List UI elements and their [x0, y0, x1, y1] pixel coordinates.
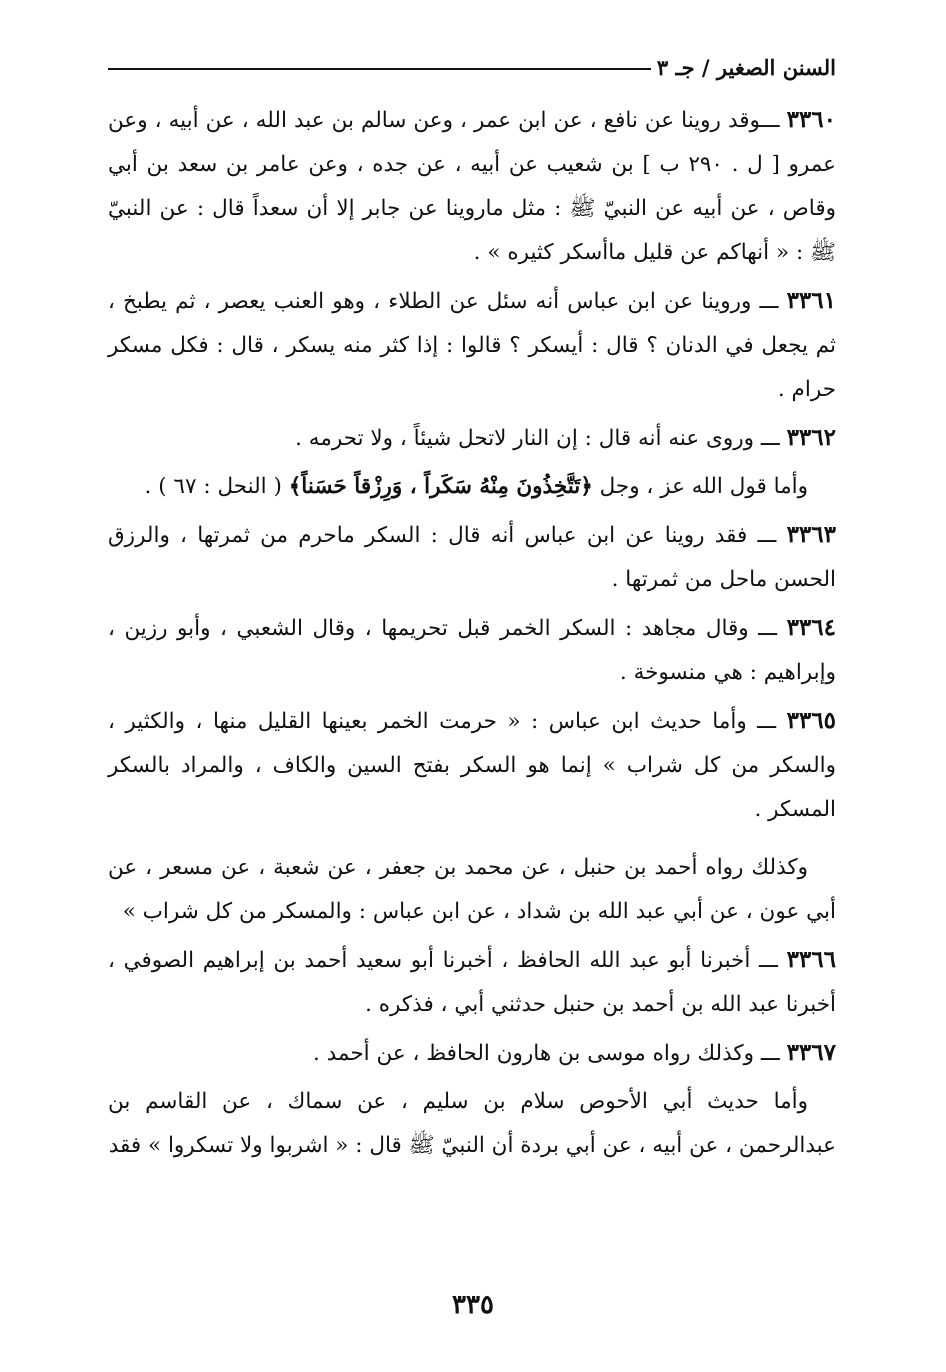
page-body	[108, 98, 836, 1172]
hadith-number: ٣٣٦٠	[786, 106, 836, 133]
paragraph-3362	[108, 416, 836, 461]
page-number: ٣٣٥	[452, 1290, 494, 1320]
hadith-number: ٣٣٦٦	[786, 946, 836, 973]
paragraph-text: ـــوقد روينا عن نافع ، عن ابن عمر ، وعن سالم بن عبد الله ، عن أبيه ، وعن عمرو [ ل . ٢٩٠ ب ] بن شعيب عن أبيه ، عن جده ، وعن عامر بن سعد بن أبي وقاص ، عن أبيه عن النبيّ ﷺ : مثل ماروينا عن جابر إلا أن سعداً قال : عن النبيّ ﷺ : « أنهاكم عن قليل ماأسكر كثيره » .	[108, 108, 837, 265]
hadith-number: ٣٣٦١	[786, 287, 836, 314]
paragraph-3366	[108, 938, 836, 1027]
hadith-number: ٣٣٦٧	[786, 1039, 836, 1066]
paragraph-quran-verse	[108, 465, 836, 509]
hadith-number: ٣٣٦٢	[786, 424, 836, 451]
paragraph-3367	[108, 1031, 836, 1076]
paragraph-3360	[108, 98, 836, 275]
header-title: السنن الصغير / جـ ٣	[656, 55, 836, 80]
hadith-number: ٣٣٦٣	[786, 521, 836, 548]
paragraph-text: وأما قول الله عز ، وجل	[599, 474, 808, 499]
hadith-number: ٣٣٦٥	[786, 707, 836, 734]
paragraph-abu-al-ahwas	[108, 1080, 836, 1168]
paragraph-3364	[108, 606, 836, 695]
paragraph-text: ـــ وروينا عن ابن عباس أنه سئل عن الطلاء ، وهو العنب يعصر ، ثم يطبخ ، ثم يجعل في الدنان ؟ قال : أيسكر ؟ قالوا : إذا كثر منه يسكر ، قال : فكل مسكر حرام .	[108, 289, 836, 402]
paragraph-text: ـــ وأما حديث ابن عباس : « حرمت الخمر بعينها القليل منها ، والكثير ، والسكر من كل شراب » إنما هو السكر بفتح السين والكاف ، والمراد بالسكر المسكر .	[108, 709, 836, 822]
paragraph-3365	[108, 699, 836, 832]
paragraph-text: وكذلك رواه أحمد بن حنبل ، عن محمد بن جعفر ، عن شعبة ، عن مسعر ، عن أبي عون ، عن أبي عبد الله بن شداد ، عن ابن عباس : والمسكر من كل شراب »	[108, 855, 836, 924]
paragraph-text: ـــ أخبرنا أبو عبد الله الحافظ ، أخبرنا أبو سعيد أحمد بن إبراهيم الصوفي ، أخبرنا عبد الله بن أحمد بن حنبل حدثني أبي ، فذكره .	[108, 948, 836, 1017]
paragraph-ahmad-narration	[108, 846, 836, 934]
paragraph-text: ـــ وقال مجاهد : السكر الخمر قبل تحريمها ، وقال الشعبي ، وأبو رزين ، وإبراهيم : هي منسوخة .	[108, 616, 836, 685]
paragraph-text: ـــ وكذلك رواه موسى بن هارون الحافظ ، عن أحمد .	[312, 1041, 780, 1066]
running-header	[108, 50, 836, 82]
paragraph-3361	[108, 279, 836, 412]
paragraph-3363	[108, 513, 836, 602]
verse-reference: ( النحل : ٦٧ ) .	[144, 474, 282, 499]
paragraph-text: ـــ فقد روينا عن ابن عباس أنه قال : السكر ماحرم من ثمرتها ، والرزق الحسن ماحل من ثمرتها .	[108, 523, 836, 592]
paragraph-text: وأما حديث أبي الأحوص سلام بن سليم ، عن سماك ، عن القاسم بن عبدالرحمن ، عن أبيه ، عن أبي بردة أن النبيّ ﷺ قال : « اشربوا ولا تسكروا » فقد	[108, 1089, 836, 1158]
hadith-number: ٣٣٦٤	[786, 614, 836, 641]
header-rule	[108, 68, 651, 70]
paragraph-text: ـــ وروى عنه أنه قال : إن النار لاتحل شيئاً ، ولا تحرمه .	[295, 426, 780, 451]
quran-verse: ﴿تَتَّخِذُونَ مِنْهُ سَكَراً ، وَرِزْقاً حَسَناً﴾	[288, 474, 593, 499]
